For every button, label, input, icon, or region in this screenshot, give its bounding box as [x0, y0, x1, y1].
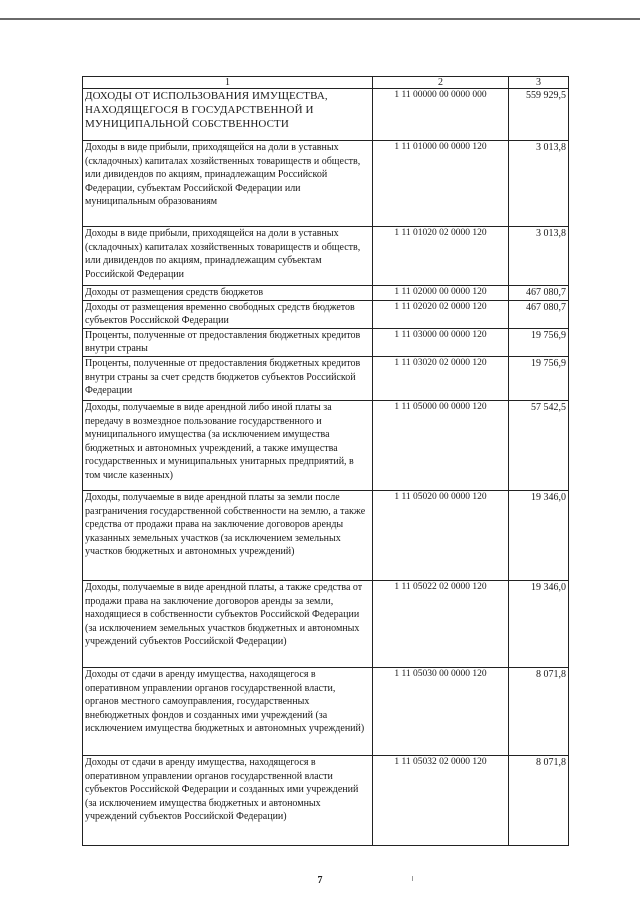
row-name: Доходы от размещения средств бюджетов [83, 286, 373, 301]
column-header-1: 1 [83, 77, 373, 89]
table-row [83, 286, 569, 301]
row-name: Доходы от сдачи в аренду имущества, находящегося в оперативном управлении органов государственной власти, органов местного самоуправления, государственных внебюджетных фондов и созданных ими учреждений (за исключением имущества бюджетных и автономных учреждений) [83, 667, 373, 755]
row-name: Доходы, получаемые в виде арендной платы за земли после разграничения государственной собственности на землю, а также средства от продажи права на заключение договоров аренды указанных земельных участков (за исключением земельных участков бюджетных и автономных учреждений) [83, 490, 373, 580]
table-row [83, 300, 569, 328]
table-row [83, 755, 569, 845]
row-amount: 467 080,7 [509, 286, 569, 301]
row-name: Доходы, получаемые в виде арендной платы, а также средства от продажи права на заключение договоров аренды за земли, находящиеся в собственности субъектов Российской Федерации (за исключением земельных участков бюджетных и автономных учреждений субъектов Российской Федерации) [83, 580, 373, 667]
table-row [83, 490, 569, 580]
row-amount: 19 346,0 [509, 490, 569, 580]
row-code: 1 11 05030 00 0000 120 [373, 667, 509, 755]
row-amount: 8 071,8 [509, 755, 569, 845]
row-name: ДОХОДЫ ОТ ИСПОЛЬЗОВАНИЯ ИМУЩЕСТВА, НАХОДЯЩЕГОСЯ В ГОСУДАРСТВЕННОЙ И МУНИЦИПАЛЬНОЙ СОБСТВЕННОСТИ [83, 89, 373, 141]
row-code: 1 11 00000 00 0000 000 [373, 89, 509, 141]
row-code: 1 11 05020 00 0000 120 [373, 490, 509, 580]
row-code: 1 11 03000 00 0000 120 [373, 328, 509, 356]
table-row [83, 580, 569, 667]
row-code: 1 11 03020 02 0000 120 [373, 356, 509, 400]
page-number: 7 [317, 875, 323, 886]
row-amount: 57 542,5 [509, 400, 569, 490]
column-header-2: 2 [373, 77, 509, 89]
table-row [83, 400, 569, 490]
table-row [83, 141, 569, 227]
row-amount: 3 013,8 [509, 141, 569, 227]
revenue-table [82, 76, 569, 846]
row-name: Доходы от сдачи в аренду имущества, находящегося в оперативном управлении органов государственной власти субъектов Российской Федерации и созданных ими учреждений (за исключением имущества бюджетных и автономных учреждений субъектов Российской Федерации) [83, 755, 373, 845]
column-number-row [83, 77, 569, 89]
row-code: 1 11 05000 00 0000 120 [373, 400, 509, 490]
row-name: Проценты, полученные от предоставления бюджетных кредитов внутри страны [83, 328, 373, 356]
row-code: 1 11 01000 00 0000 120 [373, 141, 509, 227]
row-name: Доходы в виде прибыли, приходящейся на доли в уставных (складочных) капиталах хозяйственных товариществ и обществ, или дивидендов по акциям, принадлежащим субъектам Российской Федерации [83, 227, 373, 286]
table-row [83, 667, 569, 755]
row-amount: 467 080,7 [509, 300, 569, 328]
scan-mark [412, 876, 416, 881]
row-amount: 559 929,5 [509, 89, 569, 141]
row-amount: 19 346,0 [509, 580, 569, 667]
row-amount: 19 756,9 [509, 328, 569, 356]
row-name: Доходы от размещения временно свободных средств бюджетов субъектов Российской Федерации [83, 300, 373, 328]
row-code: 1 11 05032 02 0000 120 [373, 755, 509, 845]
row-code: 1 11 01020 02 0000 120 [373, 227, 509, 286]
row-amount: 3 013,8 [509, 227, 569, 286]
table-row [83, 89, 569, 141]
column-header-3: 3 [509, 77, 569, 89]
row-code: 1 11 05022 02 0000 120 [373, 580, 509, 667]
row-code: 1 11 02020 02 0000 120 [373, 300, 509, 328]
row-name: Доходы, получаемые в виде арендной либо иной платы за передачу в возмездное пользование государственного и муниципального имущества (за исключением имущества бюджетных и автономных учреждений, а также имущества государственных и муниципальных унитарных предприятий, в том числе казенных) [83, 400, 373, 490]
table-row [83, 356, 569, 400]
row-amount: 8 071,8 [509, 667, 569, 755]
top-rule [0, 18, 640, 20]
row-code: 1 11 02000 00 0000 120 [373, 286, 509, 301]
table-row [83, 227, 569, 286]
row-amount: 19 756,9 [509, 356, 569, 400]
table-row [83, 328, 569, 356]
row-name: Проценты, полученные от предоставления бюджетных кредитов внутри страны за счет средств бюджетов субъектов Российской Федерации [83, 356, 373, 400]
row-name: Доходы в виде прибыли, приходящейся на доли в уставных (складочных) капиталах хозяйственных товариществ и обществ, или дивидендов по акциям, принадлежащим Российской Федерации, субъектам Российской Федерации или муниципальным образованиям [83, 141, 373, 227]
